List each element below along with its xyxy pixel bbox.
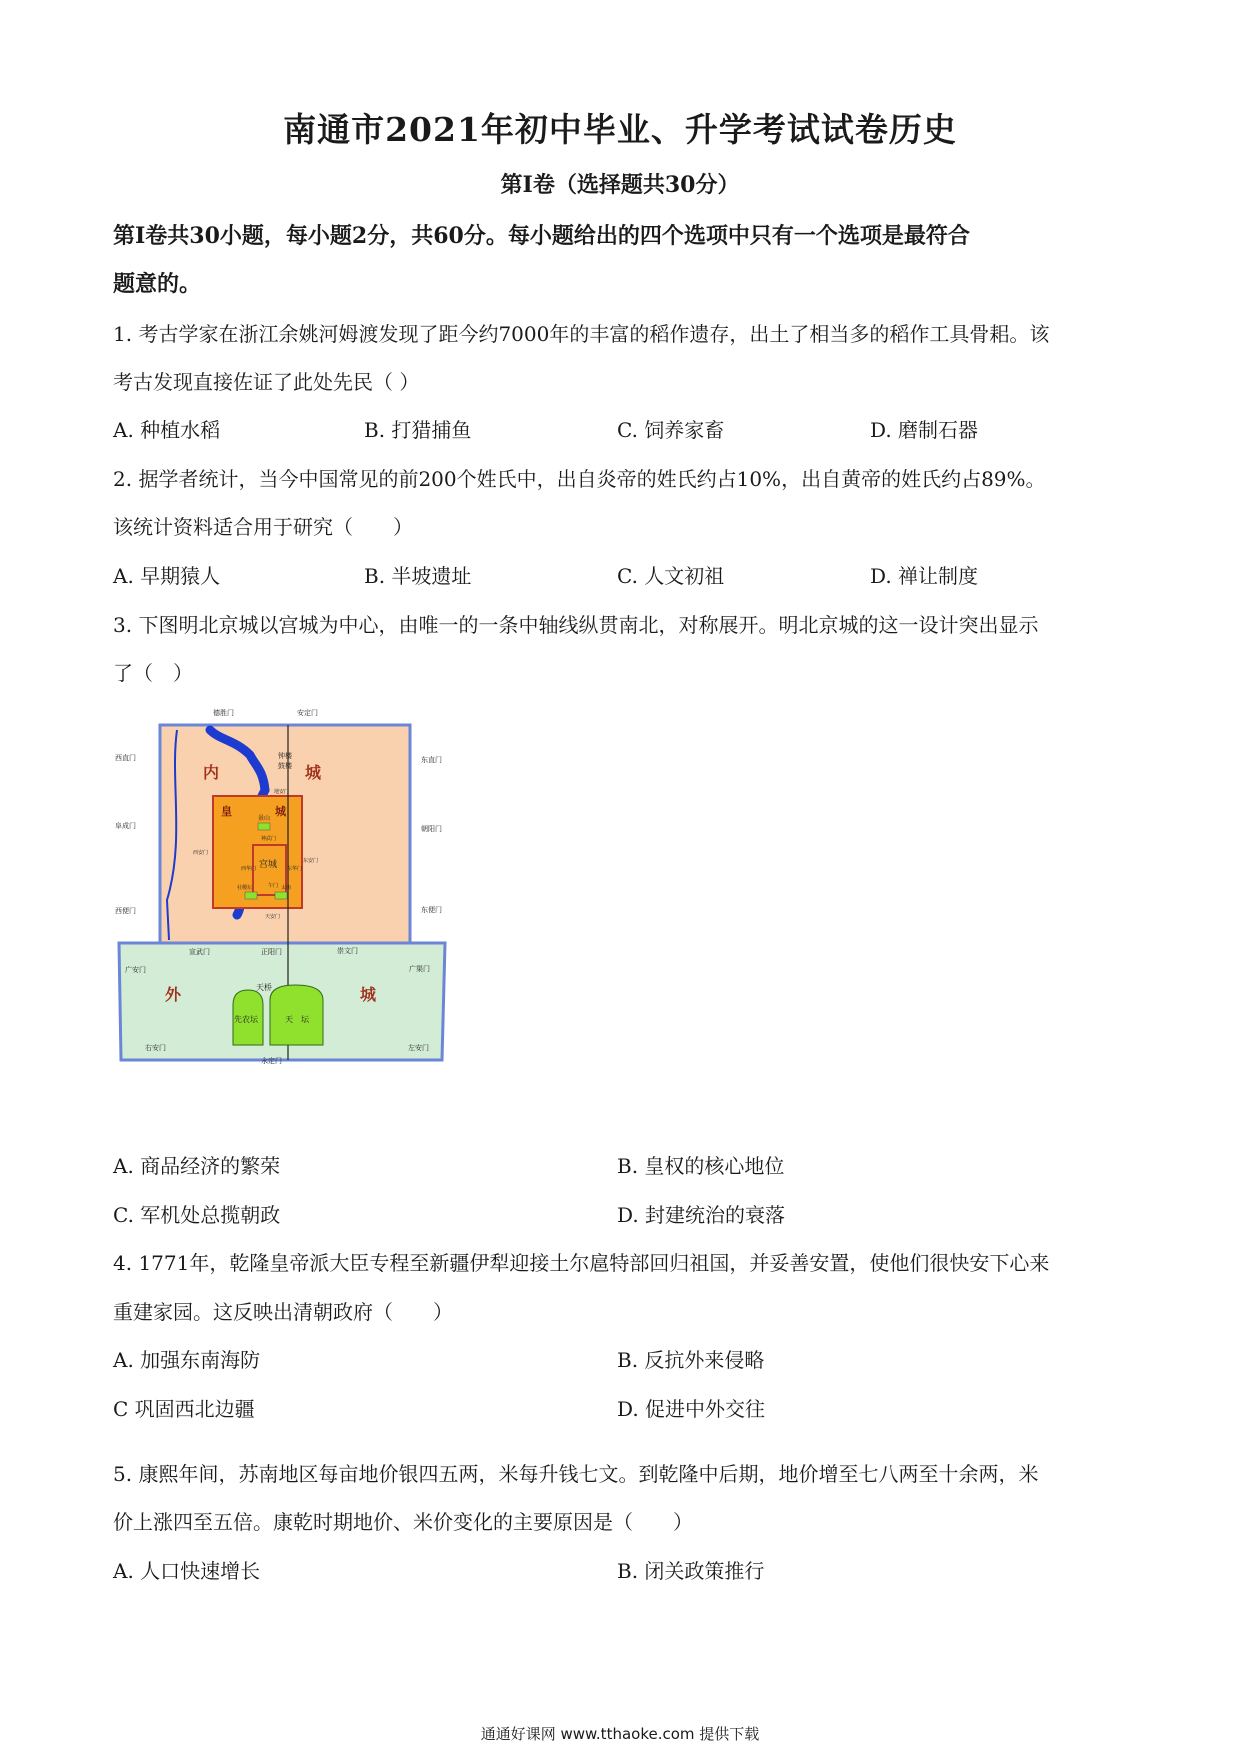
gate-dongzhimen: 东直门 <box>421 756 442 764</box>
map-label-outer: 外 <box>165 985 182 1004</box>
gate-yongdingmen: 永定门 <box>261 1057 282 1065</box>
gate-xihuamen: 西华门 <box>241 866 257 872</box>
map-label-bell: 钟楼 <box>278 752 292 760</box>
q1-option-b[interactable]: B. 打猎捕鱼 <box>364 418 472 442</box>
q2-stem-line-2: 该统计资料适合用于研究（ ） <box>113 515 413 539</box>
q3-stem-line-1: 3. 下图明北京城以宫城为中心，由唯一的一条中轴线纵贯南北，对称展开。明北京城的这一设计突出显示 <box>113 613 1039 637</box>
gate-guanganmen: 广安门 <box>125 966 146 974</box>
gate-dongbianmen: 东便门 <box>421 906 442 914</box>
q2-stem-line-1: 2. 据学者统计，当今中国常见的前200个姓氏中，出自炎帝的姓氏约占10%，出自黄帝的姓氏约占89%。 <box>113 467 1046 491</box>
q5-option-a[interactable]: A. 人口快速增长 <box>113 1559 261 1583</box>
map-label-temple-agri: 先农坛 <box>234 1015 258 1024</box>
gate-taimiao: 太庙 <box>281 885 292 891</box>
gate-xizhimen: 西直门 <box>115 754 136 762</box>
gate-fuchengmen: 阜成门 <box>115 822 136 830</box>
section-title: 第Ⅰ卷（选择题共30分） <box>500 172 740 198</box>
beijing-city-map <box>115 700 460 1080</box>
q5-stem-line-1: 5. 康熙年间，苏南地区每亩地价银四五两，米每升钱七文。到乾隆中后期，地价增至七八两至十余两，米 <box>113 1462 1039 1486</box>
map-label-temple-heaven: 天 坛 <box>285 1015 309 1024</box>
q4-stem-line-1: 4. 1771年，乾隆皇帝派大臣专程至新疆伊犁迎接土尔扈特部回归祖国，并妥善安置，使他们很快安下心来 <box>113 1251 1050 1275</box>
q4-option-c[interactable]: C 巩固西北边疆 <box>113 1397 255 1421</box>
q1-option-a[interactable]: A. 种植水稻 <box>113 418 221 442</box>
map-label-tianqiao: 天桥 <box>256 983 272 992</box>
gate-tiananmen: 天安门 <box>265 914 281 920</box>
q1-option-d[interactable]: D. 磨制石器 <box>870 418 979 442</box>
gate-shenwumen: 神武门 <box>261 836 277 842</box>
map-label-jingshan: 景山 <box>258 815 271 822</box>
q3-option-b[interactable]: B. 皇权的核心地位 <box>617 1154 785 1178</box>
gate-andingmen: 安定门 <box>297 709 318 717</box>
q5-option-b[interactable]: B. 闭关政策推行 <box>617 1559 765 1583</box>
q1-option-c[interactable]: C. 饲养家畜 <box>617 418 725 442</box>
gate-deshengmen: 德胜门 <box>213 709 234 717</box>
gate-donghuamen: 东华门 <box>287 866 303 872</box>
gate-zuoanmen: 左安门 <box>408 1044 429 1052</box>
gate-xuanwumen: 宣武门 <box>189 948 210 956</box>
map-label-inner: 内 <box>203 763 220 782</box>
q5-stem-line-2: 价上涨四至五倍。康乾时期地价、米价变化的主要原因是（ ） <box>113 1510 693 1534</box>
q4-option-b[interactable]: B. 反抗外来侵略 <box>617 1348 765 1372</box>
instructions-line-2: 题意的。 <box>113 271 202 297</box>
gate-chongwenmen: 崇文门 <box>337 947 358 955</box>
q3-option-d[interactable]: D. 封建统治的衰落 <box>617 1203 786 1227</box>
q2-option-d[interactable]: D. 禅让制度 <box>870 564 979 588</box>
gate-wumen: 午门 <box>268 883 279 889</box>
map-label-drum: 鼓楼 <box>278 762 292 770</box>
q2-option-b[interactable]: B. 半坡遗址 <box>364 564 472 588</box>
map-label-inner-2: 城 <box>305 763 322 782</box>
gate-dianmen: 地安门 <box>274 789 290 795</box>
gate-xianmen: 西安门 <box>193 850 209 856</box>
gate-guangqumen: 广渠门 <box>409 965 430 973</box>
instructions-line-1: 第Ⅰ卷共30小题，每小题2分，共60分。每小题给出的四个选项中只有一个选项是最符合 <box>113 223 970 249</box>
page-footer: 通通好课网 www.tthaoke.com 提供下载 <box>480 1725 760 1743</box>
map-label-imperial: 皇 <box>221 805 232 818</box>
q1-stem-line-1: 1. 考古学家在浙江余姚河姆渡发现了距今约7000年的丰富的稻作遗存，出土了相当多的稻作工具骨耜。该 <box>113 322 1050 346</box>
q2-option-c[interactable]: C. 人文初祖 <box>617 564 725 588</box>
exam-title: 南通市2021年初中毕业、升学考试试卷历史 <box>283 110 957 149</box>
gate-chaoyangmen: 朝阳门 <box>421 825 442 833</box>
gate-shejitan: 社稷坛 <box>237 885 253 891</box>
q4-option-d[interactable]: D. 促进中外交往 <box>617 1397 766 1421</box>
q2-option-a[interactable]: A. 早期猿人 <box>113 564 221 588</box>
map-label-imperial-2: 城 <box>275 805 286 818</box>
q1-stem-line-2: 考古发现直接佐证了此处先民（ ） <box>113 370 420 394</box>
q3-option-c[interactable]: C. 军机处总揽朝政 <box>113 1203 281 1227</box>
q3-option-a[interactable]: A. 商品经济的繁荣 <box>113 1154 281 1178</box>
gate-zhengyangmen: 正阳门 <box>261 948 282 956</box>
gate-donganmen: 东安门 <box>303 858 319 864</box>
q4-option-a[interactable]: A. 加强东南海防 <box>113 1348 261 1372</box>
gate-youanmen: 右安门 <box>145 1044 166 1052</box>
q3-stem-line-2: 了（ ） <box>113 661 193 685</box>
map-label-outer-2: 城 <box>360 985 377 1004</box>
q4-stem-line-2: 重建家园。这反映出清朝政府（ ） <box>113 1300 453 1324</box>
map-label-palace: 宫城 <box>259 860 278 870</box>
gate-xibianmen: 西便门 <box>115 907 136 915</box>
